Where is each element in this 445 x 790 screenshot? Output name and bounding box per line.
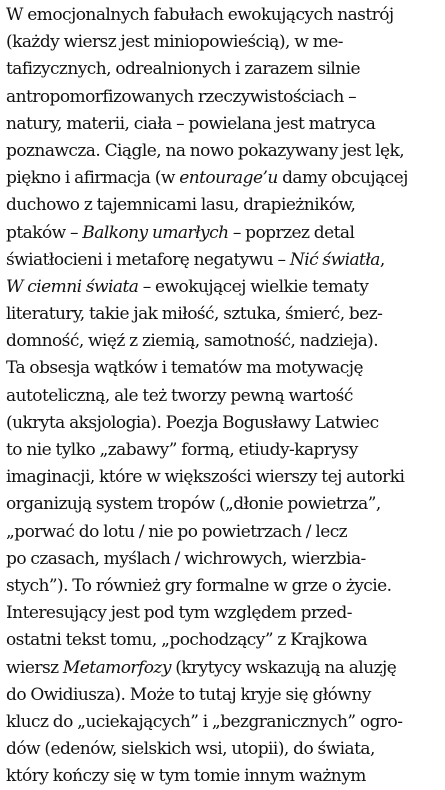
- text-line: [6, 519, 443, 546]
- text-line: [6, 437, 443, 464]
- text-segment: poznawcza. Ciągle, na nowo pokazywany jest lęk,: [6, 140, 405, 161]
- text-segment: dów (edenów, sielskich wsi, utopii), do świata,: [6, 739, 375, 760]
- text-segment: (ukryta aksjologia). Poezja Bogusławy Latwiec: [6, 412, 379, 433]
- text-segment: – poprzez detal: [228, 222, 355, 243]
- text-line: [6, 736, 443, 763]
- text-line: [6, 655, 443, 682]
- text-line: [6, 709, 443, 736]
- text-segment: (każdy wiersz jest miniopowieścią), w me-: [6, 32, 343, 53]
- text-line: [6, 600, 443, 627]
- text-line: [6, 301, 443, 328]
- body-text: [6, 2, 443, 790]
- text-segment: imaginacji, które w większości wierszy tej autorki: [6, 467, 405, 488]
- text-segment: wiersz: [6, 657, 63, 678]
- text-line: [6, 29, 443, 56]
- text-segment: – ewokującej wielkie tematy: [138, 276, 369, 297]
- text-segment: literatury, takie jak miłość, sztuka, śmierć, bez-: [6, 304, 383, 325]
- text-segment: klucz do „uciekających” i „bezgranicznych” ogro-: [6, 711, 403, 732]
- text-segment: domność, więź z ziemią, samotność, nadzieja).: [6, 331, 379, 352]
- text-segment: Ta obsesja wątków i tematów ma motywację: [6, 358, 364, 379]
- text-segment: antropomorfizowanych rzeczywistościach –: [6, 86, 357, 107]
- text-line: [6, 682, 443, 709]
- text-segment: po czasach, myślach / wichrowych, wierzbia-: [6, 548, 366, 569]
- text-segment: duchowo z tajemnicami lasu, drapieżników,: [6, 195, 356, 216]
- text-line: [6, 56, 443, 83]
- text-line: [6, 464, 443, 491]
- text-segment: piękno i afirmacja (w: [6, 168, 180, 189]
- text-segment: który kończy się w tym tomie innym ważnym: [6, 766, 366, 787]
- text-segment: do Owidiusza). Może to tutaj kryje się główny: [6, 684, 371, 705]
- text-line: [6, 192, 443, 219]
- italic-title-text: Metamorfozy: [62, 657, 171, 678]
- text-segment: damy obcującej: [277, 168, 408, 189]
- text-line: [6, 627, 443, 654]
- text-line: [6, 355, 443, 382]
- text-segment: to nie tylko „zabawy” formą, etiudy-kaprysy: [6, 440, 358, 460]
- text-line: [6, 138, 443, 165]
- document-page: [6, 2, 443, 790]
- italic-title-text: Nić światła: [289, 249, 380, 270]
- text-segment: organizują system tropów („dłonie powietrza”,: [6, 494, 381, 515]
- text-segment: W emocjonalnych fabułach ewokujących nastrój: [6, 5, 394, 25]
- text-line: [6, 383, 443, 410]
- text-line: [6, 328, 443, 355]
- text-segment: tafizycznych, odrealnionych i zarazem silnie: [6, 59, 361, 80]
- text-segment: ,: [379, 249, 385, 270]
- text-line: [6, 2, 443, 29]
- text-segment: światłocieni i metaforę negatywu –: [6, 249, 290, 270]
- italic-title-text: Balkony umarłych: [82, 222, 229, 243]
- text-line: [6, 410, 443, 437]
- text-segment: Interesujący jest pod tym względem przed-: [6, 603, 352, 624]
- text-segment: ostatni tekst tomu, „pochodzący” z Krajkowa: [6, 630, 368, 651]
- text-line: [6, 165, 443, 192]
- text-line: [6, 491, 443, 518]
- text-line: [6, 573, 443, 600]
- text-segment: autoteliczną, ale też tworzy pewną wartość: [6, 385, 353, 406]
- text-line: [6, 274, 443, 301]
- text-line: [6, 220, 443, 247]
- italic-title-text: entourage’u: [179, 168, 278, 189]
- text-segment: „porwać do lotu / nie po powietrzach / lecz: [6, 521, 348, 542]
- text-line: [6, 247, 443, 274]
- text-line: [6, 546, 443, 573]
- text-line: [6, 111, 443, 138]
- text-segment: natury, materii, ciała – powielana jest matryca: [6, 113, 376, 134]
- text-segment: (krytycy wskazują na aluzję: [170, 657, 397, 678]
- text-segment: stych”). To również gry formalne w grze o życie.: [6, 575, 392, 596]
- text-line: [6, 763, 443, 790]
- italic-title-text: W ciemni świata: [6, 276, 139, 297]
- text-segment: ptaków –: [6, 222, 83, 243]
- text-line: [6, 84, 443, 111]
